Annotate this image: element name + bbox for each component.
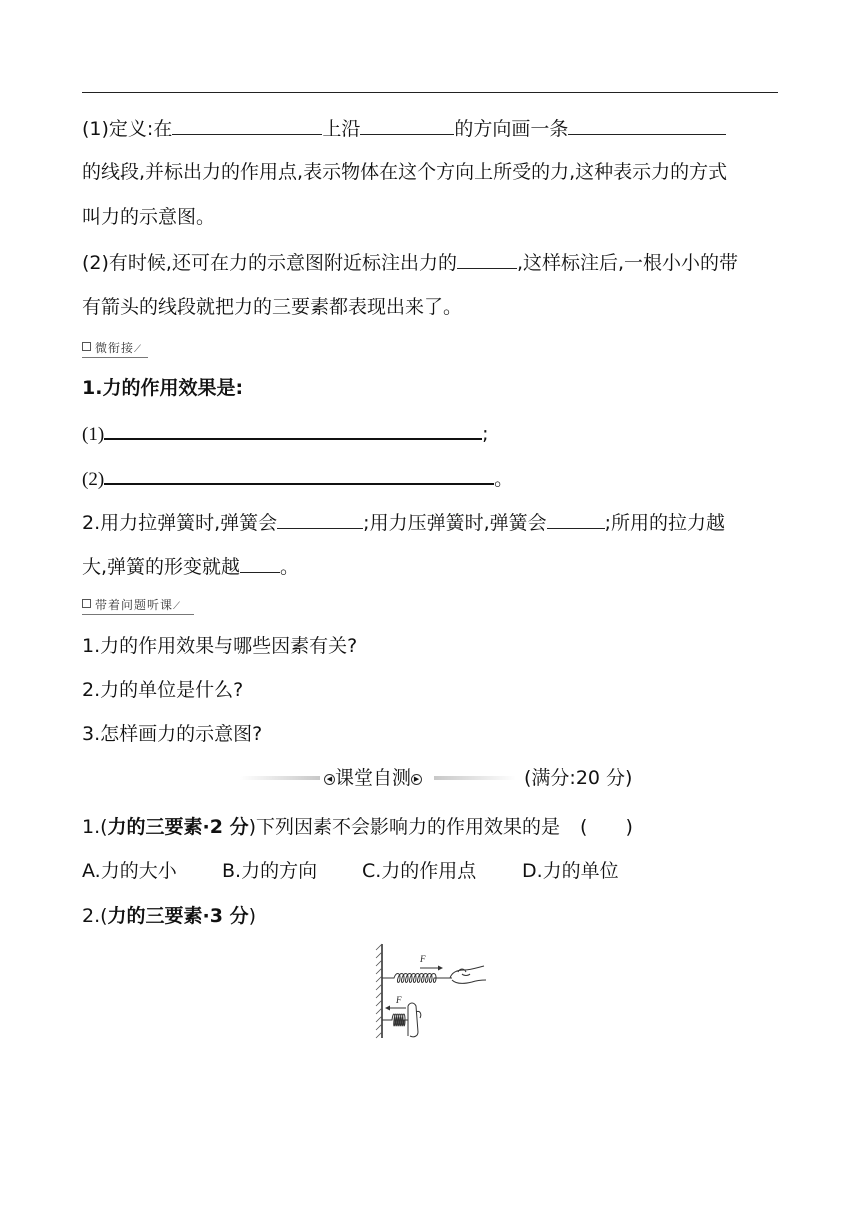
tag-underline xyxy=(82,614,194,615)
tag-slash-icon: ⟋ xyxy=(173,601,182,612)
section-bar-right xyxy=(434,776,516,780)
blank-2[interactable] xyxy=(360,116,454,135)
blank-4[interactable] xyxy=(457,250,517,269)
wall-hatching xyxy=(376,944,382,1038)
pulling-hand-icon xyxy=(450,966,486,983)
blank-5[interactable] xyxy=(104,420,482,440)
q1-topic: 力的三要素·2 分 xyxy=(107,816,249,838)
item1-label: (1) xyxy=(82,424,105,445)
test-q2 xyxy=(82,904,256,928)
question-3: 3.怎样画力的示意图? xyxy=(82,723,263,745)
test-q1 xyxy=(82,815,633,839)
top-force-label: F xyxy=(420,954,426,964)
q2-num: 2.( xyxy=(82,905,108,927)
definition-mid1: 上沿 xyxy=(322,118,361,140)
left-triangle-icon: ◀ xyxy=(324,774,335,785)
link-q1-item2 xyxy=(82,465,513,492)
definition-line-2: 的线段,并标出力的作用点,表示物体在这个方向上所受的力,这种表示力的方式 xyxy=(82,161,728,183)
compressed-spring xyxy=(382,1014,408,1026)
definition-p2-prefix: (2)有时候,还可在力的示意图附近标注出力的 xyxy=(82,252,457,274)
section-score: (满分:20 分) xyxy=(524,767,633,789)
tag-questions-label: 带着问题听课 xyxy=(95,598,174,612)
blank-1[interactable] xyxy=(172,116,322,135)
q2-line2-end: 。 xyxy=(280,556,300,578)
item1-end: ; xyxy=(482,423,489,445)
blank-9[interactable] xyxy=(240,554,280,573)
definition-mid2: 的方向画一条 xyxy=(454,118,569,140)
tag-slash-icon: ⟋ xyxy=(134,344,143,355)
q2-line2-prefix: 大,弹簧的形变就越 xyxy=(82,556,241,578)
test-q1-options xyxy=(82,859,619,883)
q2-mid2: ;所用的拉力越 xyxy=(604,512,726,534)
blank-6[interactable] xyxy=(104,465,494,485)
bottom-force-label: F xyxy=(396,995,402,1005)
tag-link-label: 微衔接 xyxy=(95,341,135,355)
link-q2-line1 xyxy=(82,510,725,535)
section-title-wrap xyxy=(324,766,422,790)
q2-prefix: 2.用力拉弹簧时,弹簧会 xyxy=(82,512,278,534)
section-title: 课堂自测 xyxy=(335,767,412,789)
question-2: 2.力的单位是什么? xyxy=(82,679,244,701)
definition-line-5: 有箭头的线段就把力的三要素都表现出来了。 xyxy=(82,296,463,318)
q1-close: ) xyxy=(248,816,257,838)
option-c[interactable]: C.力的作用点 xyxy=(362,860,477,882)
option-d[interactable]: D.力的单位 xyxy=(522,860,619,882)
link-q2-line2 xyxy=(82,554,299,579)
option-b[interactable]: B.力的方向 xyxy=(222,860,318,882)
blank-8[interactable] xyxy=(547,510,605,529)
pushing-hand-icon xyxy=(408,1003,421,1037)
q2-mid1: ;用力压弹簧时,弹簧会 xyxy=(363,512,547,534)
top-rule xyxy=(82,92,778,93)
right-triangle-icon: ▶ xyxy=(411,774,422,785)
blank-7[interactable] xyxy=(277,510,363,529)
tag-box-icon xyxy=(82,342,91,351)
top-arrowhead-icon xyxy=(438,966,443,971)
spring-figure xyxy=(372,940,488,1042)
item2-end: 。 xyxy=(494,468,514,490)
link-q1-title: 1.力的作用效果是: xyxy=(82,377,244,399)
blank-3[interactable] xyxy=(568,116,726,135)
section-bar-left xyxy=(240,776,320,780)
option-a[interactable]: A.力的大小 xyxy=(82,860,177,882)
tag-box-icon xyxy=(82,599,91,608)
tag-questions xyxy=(82,597,181,613)
q1-answer-paren[interactable]: ( ) xyxy=(580,816,633,838)
definition-p2-suffix: ,这样标注后,一根小小的带 xyxy=(516,252,739,274)
q1-text: 下列因素不会影响力的作用效果的是 xyxy=(256,816,561,838)
tag-underline xyxy=(82,357,148,358)
question-1: 1.力的作用效果与哪些因素有关? xyxy=(82,635,358,657)
section-heading xyxy=(240,766,516,790)
link-q1-item1 xyxy=(82,420,489,447)
definition-line-4 xyxy=(82,250,738,275)
definition-line-1 xyxy=(82,116,726,141)
q1-num: 1.( xyxy=(82,816,108,838)
bottom-arrowhead-icon xyxy=(385,1006,390,1011)
tag-link xyxy=(82,340,142,356)
definition-prefix: (1)定义:在 xyxy=(82,118,173,140)
stretched-spring xyxy=(382,974,452,983)
q2-topic: 力的三要素·3 分 xyxy=(107,905,249,927)
q2-close: ) xyxy=(248,905,257,927)
item2-label: (2) xyxy=(82,469,105,490)
definition-line-3: 叫力的示意图。 xyxy=(82,206,216,228)
